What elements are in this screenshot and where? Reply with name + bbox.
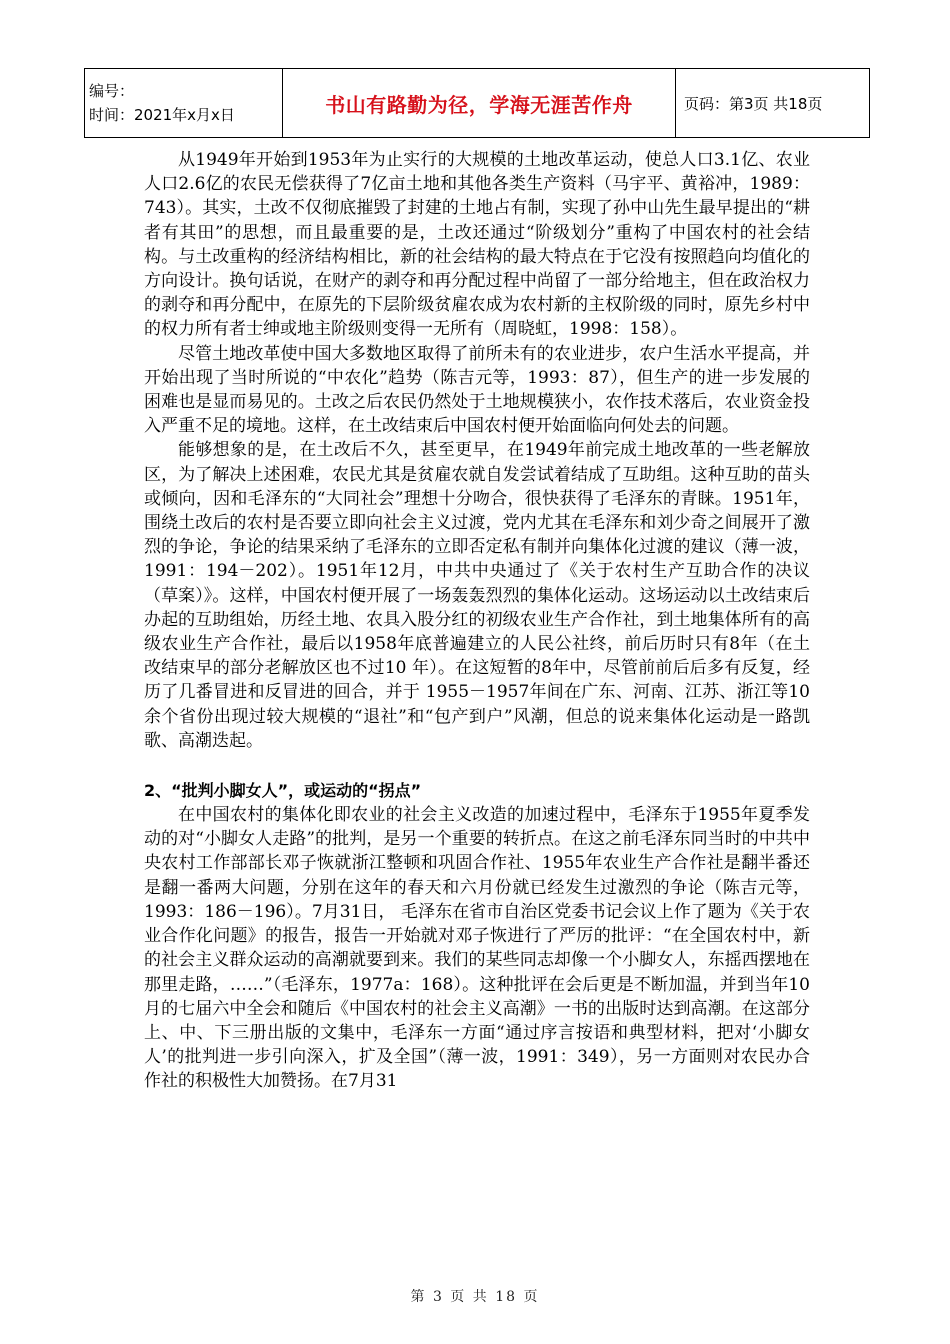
page-header: [84, 68, 870, 138]
header-motto-cell: [283, 69, 676, 138]
page-info: 页码：第3页 共18页: [684, 94, 823, 113]
section-heading: 2、“批判小脚女人”，或运动的“拐点”: [144, 781, 422, 801]
header-meta: [85, 69, 283, 138]
document-body: [144, 148, 810, 1094]
page-footer: 第 3 页 共 18 页: [410, 1289, 540, 1305]
date-label: 时间：2021年x月x日: [89, 106, 235, 124]
header-page-cell: [676, 69, 870, 138]
paragraph-1: 从1949年开始到1953年为止实行的大规模的土地改革运动，使总人口3.1亿、农业人口2.6亿的农民无偿获得了7亿亩土地和其他各类生产资料（马宇平、黄裕冲，1989：743）。其实，土改不仅彻底摧毁了封建的土地占有制，实现了孙中山先生最早提出的“耕者有其田”的思想，而且最重要的是，土改还通过“阶级划分”重构了中国农村的社会结构。与土改重构的经济结构相比，新的社会结构的最大特点在于它没有按照趋向均值化的方向设计。换句话说，在财产的剥夺和再分配过程中尚留了一部分给地主，但在政治权力的剥夺和再分配中，在原先的下层阶级贫雇农成为农村新的主权阶级的同时，原先乡村中的权力所有者士绅或地主阶级则变得一无所有（周晓虹，1998：158）。: [144, 150, 810, 340]
paragraph-3: 能够想象的是，在土改后不久，甚至更早，在1949年前完成土地改革的一些老解放区，为了解决上述困难，农民尤其是贫雇农就自发尝试着结成了互助组。这种互助的苗头或倾向，因和毛泽东的“大同社会”理想十分吻合，很快获得了毛泽东的青睐。1951年，围绕土改后的农村是否要立即向社会主义过渡，党内尤其在毛泽东和刘少奇之间展开了激烈的争论，争论的结果采纳了毛泽东的立即否定私有制并向集体化过渡的建议（薄一波，1991：194－202）。1951年12月，中共中央通过了《关于农村生产互助合作的决议（草案）》。这样，中国农村便开展了一场轰轰烈烈的集体化运动。这场运动以土改结束后办起的互助组始，历经土地、农具入股分红的初级农业生产合作社，到土地集体所有的高级农业生产合作社，最后以1958年底普遍建立的人民公社终，前后历时只有8年（在土改结束早的部分老解放区也不过10 年）。在这短暂的8年中，尽管前前后后多有反复，经历了几番冒进和反冒进的回合，并于 1955－1957年间在广东、河南、江苏、浙江等10余个省份出现过较大规模的“退社”和“包产到户”风潮，但总的说来集体化运动是一路凯歌、高潮迭起。: [144, 440, 810, 751]
paragraph-4: 在中国农村的集体化即农业的社会主义改造的加速过程中，毛泽东于1955年夏季发动的对“小脚女人走路”的批判，是另一个重要的转折点。在这之前毛泽东同当时的中共中央农村工作部部长邓子恢就浙江整顿和巩固合作社、1955年农业生产合作社是翻半番还是翻一番两大问题，分别在这年的春天和六月份就已经发生过激烈的争论（陈吉元等，1993：186－196）。7月31日， 毛泽东在省市自治区党委书记会议上作了题为《关于农业合作化问题》的报告，报告一开始就对邓子恢进行了严厉的批评：“在全国农村中，新的社会主义群众运动的高潮就要到来。我们的某些同志却像一个小脚女人，东摇西摆地在那里走路，……”（毛泽东，1977a：168）。这种批评在会后更是不断加温，并到当年10月的七届六中全会和随后《中国农村的社会主义高潮》一书的出版时达到高潮。在这部分上、中、下三册出版的文集中，毛泽东一方面“通过序言按语和典型材料，把对‘小脚女人’的批判进一步引向深入，扩及全国”（薄一波，1991：349），另一方面则对农民办合作社的积极性大加赞扬。在7月31: [144, 805, 810, 1092]
motto-text: 书山有路勤为径，学海无涯苦作舟: [325, 92, 633, 117]
paragraph-2: 尽管土地改革使中国大多数地区取得了前所未有的农业进步，农户生活水平提高，并开始出现了当时所说的“中农化”趋势（陈吉元等，1993：87），但生产的进一步发展的困难也是显而易见的。土改之后农民仍然处于土地规模狭小，农作技术落后，农业资金投入严重不足的境地。这样，在土改结束后中国农村便开始面临向何处去的问题。: [144, 343, 810, 437]
serial-number-label: 编号：: [89, 82, 135, 100]
